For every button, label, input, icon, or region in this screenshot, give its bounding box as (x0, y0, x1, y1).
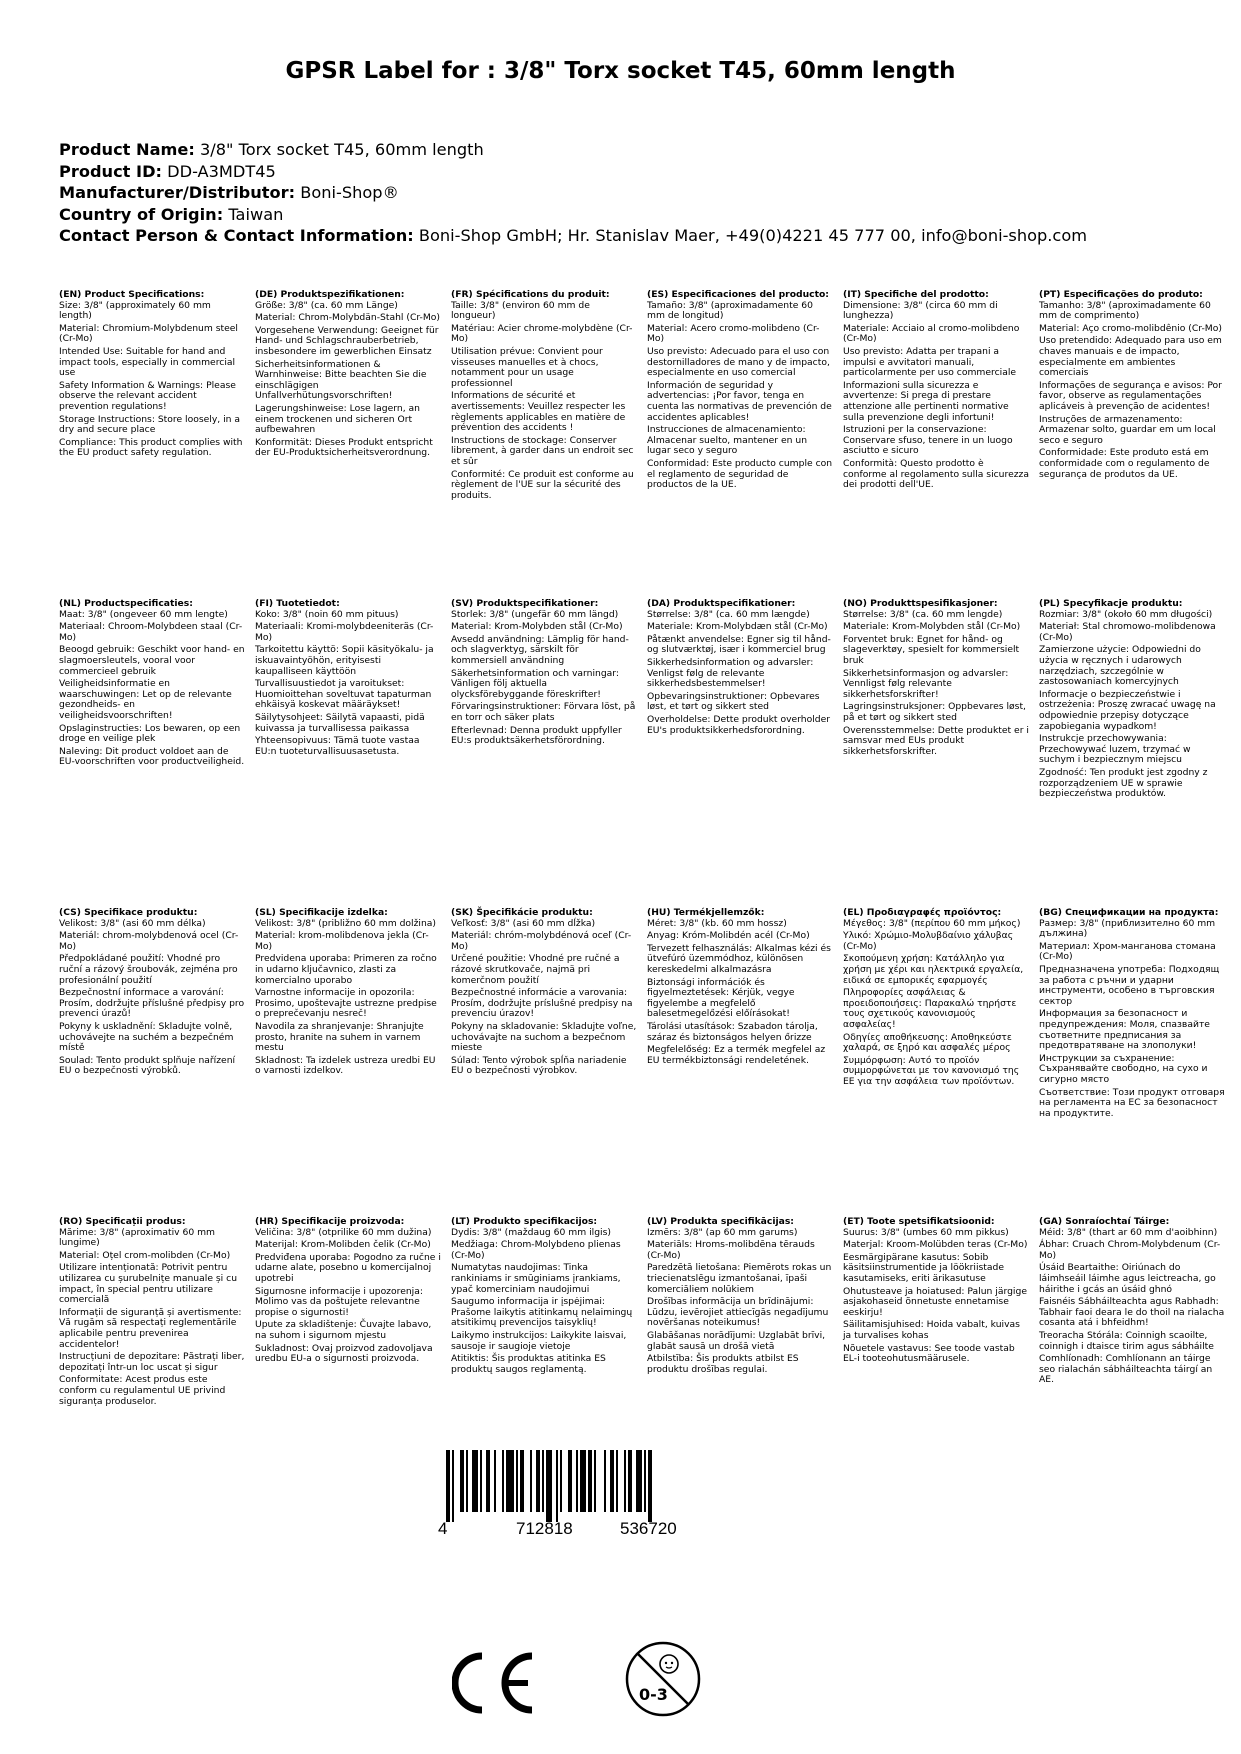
language-block (843, 1217, 1029, 1367)
spec-line: Uso previsto: Adatta per trapani a impulsi e avvitatori manuali, particolarmente per uso commerciale (843, 345, 1017, 379)
info-label: Country of Origin: (59, 204, 224, 224)
spec-line: Utilizare intenționată: Potrivit pentru utilizarea cu șurubelnițe manuale și cu impact, în special pentru utilizare comercială (59, 1262, 238, 1306)
spec-line: Méid: 3/8" (thart ar 60 mm d'aoibhinn) (1039, 1226, 1218, 1238)
spec-line: Varnostne informacije in opozorila: Prosimo, upoštevajte ustrezne predpise o preprečevanju nesreč! (255, 987, 437, 1020)
language-block (647, 290, 833, 493)
language-row (59, 289, 1222, 580)
spec-line: Conformitate: Acest produs este conform cu regulamentul UE privind siguranța produselor. (59, 1374, 226, 1407)
spec-line: Συμμόρφωση: Αυτό το προϊόν συμμορφώνεται με τον κανονισμό της ΕΕ για την ασφάλεια των προϊόντων. (843, 1054, 1020, 1087)
barcode-bar (636, 1450, 642, 1512)
spec-line: Treoracha Stórála: Coinnigh scaoilte, coinnigh i dtaisce tirim agus sábháilte (1039, 1329, 1214, 1352)
spec-line: Materiál: chrom-molybdenová ocel (Cr-Mo) (59, 930, 239, 952)
spec-line: Suurus: 3/8" (umbes 60 mm pikkus) (843, 1226, 1009, 1238)
info-row (59, 139, 1219, 161)
barcode-bar (546, 1450, 552, 1522)
language-heading: (PT) Especificações do produto: (1039, 289, 1203, 300)
spec-line: Istruzioni per la conservazione: Conservare sfuso, tenere in un luogo asciutto e sicuro (843, 424, 1013, 457)
spec-line: Tamanho: 3/8" (aproximadamente 60 mm de comprimento) (1039, 299, 1211, 322)
barcode-bar (446, 1450, 450, 1522)
spec-line: Conformidade: Este produto está em conformidade com o regulamento de segurança de produtos da UE. (1039, 447, 1210, 480)
language-heading: (DA) Produktspecifikationer: (647, 598, 796, 609)
info-value: Taiwan (228, 204, 284, 224)
spec-line: Konformität: Dieses Produkt entspricht der EU-Produktsicherheitsverordnung. (255, 436, 433, 459)
spec-line: Storage Instructions: Store loosely, in a dry and secure place (59, 413, 241, 436)
language-heading: (PL) Specyfikacje produktu: (1039, 598, 1183, 609)
spec-line: Faisnéis Sábháilteachta agus Rabhadh: Tabhair faoi deara le do thoil na rialacha cosanta atá i bhfeidhm! (1039, 1296, 1225, 1329)
barcode-bar (560, 1450, 562, 1512)
barcode-right-digits: 536720 (620, 1519, 677, 1538)
language-heading: (ES) Especificaciones del producto: (647, 289, 829, 300)
language-block (1039, 290, 1225, 482)
spec-line: Materijal: Krom-Molibden čelik (Cr-Mo) (255, 1239, 431, 1251)
spec-line: Sicherheitsinformationen & Warnhinweise: Bitte beachten Sie die einschlägigen Unfallverhütungsvorschriften! (255, 358, 427, 402)
spec-line: Informații de siguranță și avertismente: Vă rugăm să respectați reglementările aplicabile pentru prevenirea accidentelor! (59, 1306, 242, 1350)
language-row (59, 907, 1225, 1198)
spec-line: Megfelelőség: Ez a termék megfelel az EU termékbiztonsági rendeletének. (647, 1044, 826, 1066)
spec-line: Påtænkt anvendelse: Egner sig til hånd- og slutværktøj, især i kommerciel brug (647, 633, 831, 656)
spec-line: Tamaño: 3/8" (aproximadamente 60 mm de longitud) (647, 299, 813, 322)
language-heading: (HU) Termékjellemzők: (647, 907, 765, 918)
spec-line: Bezpečnostné informácie a varovania: Prosím, dodržujte príslušné predpisy na prevenciu úrazov! (451, 987, 633, 1020)
language-heading: (DE) Produktspezifikationen: (255, 289, 405, 300)
spec-line: Material: Chromium-Molybdenum steel (Cr-Mo) (59, 322, 238, 345)
language-block (59, 1217, 245, 1409)
spec-line: Naleving: Dit product voldoet aan de EU-voorschriften voor productveiligheid. (59, 745, 245, 768)
barcode-bar (594, 1450, 596, 1512)
spec-line: Medžiaga: Chrom-Molybdeno plienas (Cr-Mo) (451, 1239, 621, 1261)
spec-line: Efterlevnad: Denna produkt uppfyller EU:s produktsäkerhetsförordning. (451, 724, 622, 747)
barcode-bar (616, 1450, 618, 1512)
language-block (451, 908, 637, 1079)
spec-line: Velikost: 3/8" (približno 60 mm dolžina) (255, 917, 436, 929)
spec-line: Navodila za shranjevanje: Shranjujte prosto, hranite na suhem in varnem mestu (255, 1020, 424, 1054)
language-block (59, 908, 245, 1079)
language-heading: (SL) Specifikacije izdelka: (255, 907, 388, 918)
spec-line: Safety Information & Warnings: Please observe the relevant accident prevention regulations! (59, 379, 236, 412)
spec-line: Material: Chrom-Molybdän-Stahl (Cr-Mo) (255, 312, 441, 324)
spec-line: Skladnost: Ta izdelek ustreza uredbi EU o varnosti izdelkov. (255, 1054, 436, 1077)
language-block (1039, 1217, 1225, 1388)
spec-line: Koko: 3/8" (noin 60 mm pituus) (255, 608, 399, 620)
spec-line: Informações de segurança e avisos: Por favor, observe as regulamentações aplicáveis à prevenção de acidentes! (1039, 379, 1222, 412)
spec-line: Material: Acero cromo-molibdeno (Cr-Mo) (647, 322, 820, 345)
spec-line: Upute za skladištenje: Čuvajte labavo, na suhom i sigurnom mjestu (255, 1319, 432, 1341)
info-value: Boni-Shop GmbH; Hr. Stanislav Maer, +49(0)4221 45 777 00, info@boni-shop.com (418, 226, 1088, 245)
language-heading: (NO) Produkttspesifikasjoner: (843, 598, 998, 609)
age-0-3-warning-icon (624, 1640, 702, 1718)
spec-line: Velikost: 3/8" (asi 60 mm délka) (59, 917, 206, 929)
spec-line: Saugumo informacija ir įspėjimai: Prašome laikytis atitinkamų nelaimingų atsitikimų prevencijos taisyklių! (451, 1296, 633, 1329)
spec-line: Uso pretendido: Adequado para uso em chaves manuais e de impacto, especialmente em ambientes comerciais (1039, 335, 1222, 379)
spec-line: Pokyny na skladovanie: Skladujte voľne, uchovávajte na suchom a bezpečnom mieste (451, 1020, 637, 1054)
spec-line: Forventet bruk: Egnet for hånd- og slageverktøy, spesielt for kommersielt bruk (843, 633, 1020, 666)
language-heading: (CS) Specifikace produktu: (59, 907, 198, 918)
spec-line: Tárolási utasítások: Szabadon tárolja, száraz és biztonságos helyen őrizze (647, 1020, 818, 1043)
language-heading: (GA) Sonraíochtaí Táirge: (1039, 1216, 1170, 1227)
barcode-bar (466, 1450, 468, 1512)
language-block (451, 1217, 637, 1377)
spec-line: Anyag: Króm-Molibdén acél (Cr-Mo) (647, 930, 810, 942)
info-label: Manufacturer/Distributor: (59, 183, 296, 202)
spec-line: Instruções de armazenamento: Armazenar solto, guardar em um local seco e seguro (1039, 413, 1216, 446)
language-block (647, 599, 833, 738)
spec-line: Pokyny k uskladnění: Skladujte volně, uchovávejte na suchém a bezpečném místě (59, 1020, 234, 1054)
barcode-bar (530, 1450, 532, 1512)
barcode-bar (624, 1450, 626, 1512)
spec-line: Maat: 3/8" (ongeveer 60 mm lengte) (59, 608, 228, 620)
language-block (1039, 599, 1225, 802)
barcode-bar (568, 1450, 572, 1512)
spec-line: Laikymo instrukcijos: Laikykite laisvai, sausoje ir saugioje vietoje (451, 1329, 627, 1352)
spec-line: Información de seguridad y advertencias: ¡Por favor, tenga en cuenta las normativas de prevención de accidentes aplicables! (647, 379, 832, 423)
spec-line: Informations de sécurité et avertissements: Veuillez respecter les règlements applicables en matière de prévention des accidents ! (451, 390, 626, 434)
spec-line: Úsáid Beartaithe: Oiriúnach do láimhseáil láimhe agus leictreacha, go háirithe i gcás an úsáid ghnó (1039, 1262, 1216, 1295)
spec-line: Instrucțiuni de depozitare: Păstrați liber, depozitați într-un loc uscat și sigur (59, 1351, 245, 1373)
language-block (843, 599, 1029, 759)
spec-line: Størrelse: 3/8" (ca. 60 mm lengde) (843, 608, 1003, 620)
spec-line: Lagerungshinweise: Lose lagern, an einem trockenen und sicheren Ort aufbewahren (255, 402, 420, 436)
barcode-bar (536, 1450, 540, 1512)
spec-line: Biztonsági információk és figyelmeztetések: Kérjük, vegye figyelembe a megfelelő balesetmegelőzési előírásokat! (647, 976, 795, 1020)
barcode-bar (628, 1450, 632, 1512)
spec-line: Material: Oțel crom-molibden (Cr-Mo) (59, 1249, 231, 1261)
language-block (843, 908, 1029, 1090)
spec-line: Υλικό: Χρώμιο-Μολυβδαίνιο χάλυβας (Cr-Mo) (843, 930, 1014, 952)
spec-line: Säilytysohjeet: Säilytä vapaasti, pidä kuivassa ja turvallisessa paikassa (255, 711, 425, 734)
language-block (647, 908, 833, 1068)
language-heading: (FI) Tuotetiedot: (255, 598, 340, 609)
spec-line: Conformidad: Este producto cumple con el reglamento de seguridad de productos de la UE. (647, 457, 833, 491)
spec-line: Materiał: Stal chromowo-molibdenowa (Cr-Mo) (1039, 621, 1216, 643)
language-heading: (SK) Špecifikácie produktu: (451, 907, 593, 918)
language-heading: (EN) Product Specifications: (59, 289, 205, 300)
spec-line: Instructions de stockage: Conserver librement, à garder dans un endroit sec et sûr (451, 434, 634, 467)
spec-line: Izmērs: 3/8" (ap 60 mm garums) (647, 1226, 798, 1238)
barcode-bar (472, 1450, 478, 1512)
spec-line: Utilisation prévue: Convient pour visseuses manuelles et à chocs, notamment pour un usage professionnel (451, 345, 603, 389)
spec-line: Материал: Хром-манганова стомана (Cr-Mo) (1039, 940, 1216, 963)
spec-line: Materjal: Kroom-Molübden teras (Cr-Mo) (843, 1239, 1028, 1251)
info-value: DD-A3MDT45 (167, 161, 276, 181)
language-heading: (RO) Specificații produs: (59, 1216, 186, 1227)
barcode-bar (580, 1450, 586, 1512)
spec-line: Avsedd användning: Lämplig för hand- och slagverktyg, särskilt för kommersiell användning (451, 633, 629, 666)
barcode-bar (604, 1450, 606, 1512)
spec-line: Информация за безопасност и предупреждения: Моля, спазвайте съответните предписания за предотвратяване на злополуки! (1039, 1008, 1210, 1052)
ce-mark-icon (452, 1652, 536, 1714)
info-row (59, 161, 1219, 183)
spec-line: Πληροφορίες ασφάλειας & προειδοποιήσεις: Παρακαλώ τηρήστε τους σχετικούς κανονισμούς ασφαλείας! (843, 987, 1017, 1030)
barcode-bar (486, 1450, 490, 1512)
spec-line: Material: Aço cromo-molibdênio (Cr-Mo) (1039, 322, 1222, 334)
language-block (59, 599, 245, 770)
barcode-bar (516, 1450, 518, 1512)
barcode-bar (610, 1450, 614, 1512)
info-value: Boni-Shop® (300, 183, 399, 202)
spec-line: Μέγεθος: 3/8" (περίπου 60 mm μήκος) (843, 917, 1021, 929)
spec-line: Opbevaringsinstruktioner: Opbevares løst, et tørt og sikkert sted (647, 690, 820, 713)
spec-line: Zamierzone użycie: Odpowiedni do użycia w ręcznych i udarowych narzędziach, szczególnie w zastosowaniach komercyjnych (1039, 644, 1201, 688)
spec-line: Materiāls: Hroms-molibdēna tērauds (Cr-Mo) (647, 1239, 815, 1261)
spec-line: Matériau: Acier chrome-molybdène (Cr-Mo) (451, 322, 633, 345)
language-block (255, 1217, 441, 1367)
spec-line: Veľkosť: 3/8" (asi 60 mm dĺžka) (451, 917, 596, 929)
spec-line: Dydis: 3/8" (maždaug 60 mm ilgis) (451, 1226, 611, 1238)
spec-line: Určené použitie: Vhodné pre ručné a rázové skrutkovače, najmä pri komerčnom použití (451, 953, 620, 986)
language-heading: (EL) Προδιαγραφές προϊόντος: (843, 907, 1002, 918)
language-heading: (FR) Spécifications du produit: (451, 289, 610, 300)
language-row (59, 599, 1219, 889)
spec-line: Размер: 3/8" (приблизително 60 mm дължина) (1039, 917, 1216, 940)
spec-line: Conformité: Ce produit est conforme au règlement de l'UE sur la sécurité des produits. (451, 468, 634, 501)
spec-line: Beoogd gebruik: Geschikt voor hand- en slagmoersleutels, vooral voor commercieel gebruik (59, 644, 245, 677)
spec-line: Tarkoitettu käyttö: Sopii käsityökalu- ja iskuavaintyöhön, erityisesti kaupalliseen käyttöön (255, 644, 434, 677)
spec-line: Overholdelse: Dette produkt overholder EU's produktsikkerhedsforordning. (647, 713, 831, 736)
spec-line: Předpokládané použití: Vhodné pro ruční a rázový šroubovák, zejména pro profesionální použití (59, 953, 238, 986)
spec-line: Intended Use: Suitable for hand and impact tools, especially in commercial use (59, 345, 236, 379)
language-heading: (LT) Produkto specifikacijos: (451, 1216, 598, 1227)
spec-line: Säilitamisjuhised: Hoida vabalt, kuivas ja turvalises kohas (843, 1319, 1020, 1341)
spec-line: Yhteensopivuus: Tämä tuote vastaa EU:n tuoteturvallisuusasetusta. (255, 735, 420, 757)
info-row (59, 182, 1219, 204)
spec-line: Dimensione: 3/8" (circa 60 mm di lunghezza) (843, 299, 998, 322)
spec-line: Съответствие: Този продукт отговаря на регламента на ЕС за безопасност на продуктите. (1039, 1086, 1225, 1119)
spec-line: Compliance: This product complies with the EU product safety regulation. (59, 436, 243, 459)
spec-line: Rozmiar: 3/8" (około 60 mm długości) (1039, 608, 1213, 620)
spec-line: Materiale: Krom-Molybden stål (Cr-Mo) (843, 621, 1021, 633)
spec-line: Mărime: 3/8" (aproximativ 60 mm lungime) (59, 1226, 215, 1249)
spec-line: Οδηγίες αποθήκευσης: Αποθηκεύστε χαλαρά, σε ξηρό και ασφαλές μέρος (843, 1031, 1012, 1054)
spec-line: Nõuetele vastavus: See toode vastab EL-i tooteohutusmäärusele. (843, 1342, 1015, 1365)
spec-line: Lagringsinstruksjoner: Oppbevares løst, på et tørt og sikkert sted (843, 701, 1026, 723)
barcode-bar (542, 1450, 544, 1512)
age-range-label: 0-3 (639, 1685, 668, 1704)
spec-line: Storlek: 3/8" (ungefär 60 mm längd) (451, 608, 619, 620)
spec-line: Uso previsto: Adecuado para el uso con destornilladores de mano y de impacto, especialmente en uso comercial (647, 345, 830, 379)
language-heading: (ET) Toote spetsifikatsioonid: (843, 1216, 995, 1227)
spec-line: Materiale: Krom-Molybdæn stål (Cr-Mo) (647, 621, 828, 633)
spec-line: Säkerhetsinformation och varningar: Vänligen följ aktuella olycksförebyggande föreskrifter! (451, 667, 620, 700)
spec-line: Veličina: 3/8" (otprilike 60 mm dužina) (255, 1226, 432, 1238)
info-label: Contact Person & Contact Information: (59, 226, 414, 245)
product-info (59, 139, 1219, 247)
spec-line: Size: 3/8" (approximately 60 mm length) (59, 299, 211, 322)
barcode-bar (644, 1450, 646, 1512)
barcode-left-digits: 712818 (516, 1519, 573, 1538)
spec-line: Comhlíonadh: Comhlíonann an táirge seo rialachán sábháilteachta táirgí an AE. (1039, 1353, 1213, 1386)
spec-line: Overensstemmelse: Dette produktet er i samsvar med EUs produkt sikkerhetsforskrifter. (843, 724, 1029, 757)
barcode-bar (502, 1450, 504, 1512)
spec-line: Méret: 3/8" (kb. 60 mm hossz) (647, 917, 787, 929)
barcode-first-digit: 4 (438, 1519, 448, 1538)
barcode-bar (480, 1450, 482, 1512)
spec-line: Materiale: Acciaio al cromo-molibdeno (Cr-Mo) (843, 322, 1020, 345)
spec-line: Materiaali: Kromi-molybdeeniteräs (Cr-Mo) (255, 621, 434, 643)
spec-line: Förvaringsinstruktioner: Förvara löst, på en torr och säker plats (451, 701, 636, 723)
spec-line: Predvidena uporaba: Primeren za ročno in udarno ključavnico, zlasti za komercialno uporabo (255, 953, 437, 986)
language-heading: (SV) Produktspecifikationer: (451, 598, 599, 609)
barcode-bar (460, 1450, 464, 1512)
spec-line: Ábhar: Cruach Chrom-Molybdenum (Cr-Mo) (1039, 1239, 1221, 1261)
spec-line: Drošības informācija un brīdinājumi: Lūdzu, ievērojiet attiecīgās negadījumu novēršanas noteikumus! (647, 1296, 829, 1329)
spec-line: Größe: 3/8" (ca. 60 mm Länge) (255, 299, 398, 311)
spec-line: Σκοπούμενη χρήση: Κατάλληλο για χρήση με χέρι και ηλεκτρικά εργαλεία, ειδικά σε εμπορικές εφαρμογές (843, 953, 1024, 986)
spec-line: Sigurnosne informacije i upozorenja: Molimo vas da poštujete relevantne propise o sigurnosti! (255, 1285, 423, 1318)
barcode-bar (556, 1450, 558, 1522)
spec-line: Инструкции за съхранение: Съхранявайте свободно, на сухо и сигурно място (1039, 1052, 1208, 1085)
barcode-bar (506, 1450, 514, 1512)
spec-line: Instrucciones de almacenamiento: Almacenar suelto, mantener en un lugar seco y seguro (647, 424, 808, 457)
spec-line: Glabāšanas norādījumi: Uzglabāt brīvi, glabāt sausā un drošā vietā (647, 1329, 826, 1352)
spec-line: Atitiktis: Šis produktas atitinka ES produktų saugos reglamentą. (451, 1353, 606, 1375)
barcode-bar (576, 1450, 578, 1512)
spec-line: Størrelse: 3/8" (ca. 60 mm længde) (647, 608, 810, 620)
spec-line: Sikkerhedsinformation og advarsler: Venligst følg de relevante sikkerhedsbestemmelser! (647, 656, 814, 690)
spec-line: Informacje o bezpieczeństwie i ostrzeżenia: Proszę zwracać uwagę na odpowiednie przepisy dotyczące zapobiegania wypadkom! (1039, 688, 1216, 732)
spec-line: Opslaginstructies: Los bewaren, op een droge en veilige plek (59, 722, 241, 745)
info-value: 3/8" Torx socket T45, 60mm length (200, 140, 484, 159)
spec-line: Numatytas naudojimas: Tinka rankiniams ir smūginiams įrankiams, ypač komerciniam naudojimui (451, 1262, 621, 1295)
barcode-bar (648, 1450, 652, 1522)
spec-line: Bezpečnostní informace a varování: Prosím, dodržujte příslušné předpisy pro prevenci úrazů! (59, 987, 245, 1020)
language-heading: (BG) Спецификации на продукта: (1039, 907, 1219, 918)
spec-line: Material: krom-molibdenova jekla (Cr-Mo) (255, 930, 429, 952)
spec-line: Súlad: Tento výrobok spĺňa nariadenie EU o bezpečnosti výrobkov. (451, 1054, 627, 1077)
spec-line: Predviđena uporaba: Pogodno za ručne i udarne alate, posebno u komercijalnoj upotrebi (255, 1251, 441, 1284)
language-block (255, 599, 441, 759)
language-heading: (NL) Productspecificaties: (59, 598, 193, 609)
spec-line: Vorgesehene Verwendung: Geeignet für Hand- und Schlagschrauberbetrieb, insbesondere im gewerblichen Einsatz (255, 324, 439, 357)
info-row (59, 204, 1219, 226)
spec-line: Sukladnost: Ovaj proizvod zadovoljava uredbu EU-a o sigurnosti proizvoda. (255, 1342, 433, 1365)
spec-line: Materiál: chróm-molybdénová oceľ (Cr-Mo) (451, 930, 632, 952)
language-heading: (LV) Produkta specifikācijas: (647, 1216, 794, 1227)
spec-line: Material: Krom-Molybden stål (Cr-Mo) (451, 621, 623, 633)
spec-line: Paredzētā lietošana: Piemērots rokas un triecienatslēgu izmantošanai, īpaši komerciāliem nolūkiem (647, 1262, 832, 1295)
spec-line: Tervezett felhasználás: Alkalmas kézi és ütvefúró üzemmódhoz, különösen kereskedelmi alkalmazásra (647, 942, 831, 975)
spec-line: Conformità: Questo prodotto è conforme al regolamento sulla sicurezza dei prodotti dell'UE. (843, 457, 1030, 491)
spec-line: Materiaal: Chroom-Molybdeen staal (Cr-Mo) (59, 621, 243, 643)
barcode-bar (520, 1450, 524, 1512)
language-heading: (HR) Specifikacije proizvoda: (255, 1216, 405, 1227)
spec-line: Turvallisuustiedot ja varoitukset: Huomioittehan soveltuvat tapaturman ehkäisyä koskevat määräykset! (255, 678, 432, 711)
spec-line: Taille: 3/8" (environ 60 mm de longueur) (451, 299, 590, 322)
ean-barcode (434, 1450, 744, 1540)
language-block (1039, 908, 1225, 1121)
info-label: Product ID: (59, 161, 162, 181)
language-block (255, 908, 441, 1079)
language-block (451, 290, 637, 503)
language-block (59, 290, 245, 461)
spec-line: Eesmärgipärane kasutus: Sobib käsitsiinstrumentide ja löökriistade kasutamiseks, eriti ärikasutuse (843, 1251, 1005, 1284)
barcode-bar (494, 1450, 496, 1512)
info-label: Product Name: (59, 140, 195, 159)
info-row (59, 225, 1219, 247)
language-block (451, 599, 637, 749)
spec-line: Sikkerhetsinformasjon og advarsler: Vennligst følg relevante sikkerhetsforskrifter! (843, 667, 1009, 700)
spec-line: Soulad: Tento produkt splňuje nařízení EU o bezpečnosti výrobků. (59, 1054, 236, 1077)
spec-line: Instrukcje przechowywania: Przechowywać luzem, trzymać w suchym i bezpiecznym miejscu (1039, 733, 1191, 766)
barcode-bar (452, 1450, 454, 1522)
spec-line: Veiligheidsinformatie en waarschuwingen: Let op de relevante gezondheids- en veiligheidsvoorschriften! (59, 678, 232, 721)
language-heading: (IT) Specifiche del prodotto: (843, 289, 989, 300)
barcode-bar (588, 1450, 592, 1512)
spec-line: Ohutusteave ja hoiatused: Palun järgige asjakohaseid õnnetuste ennetamise eeskirju! (843, 1285, 1027, 1318)
spec-line: Atbilstība: Šis produkts atbilst ES produktu drošības regulai. (647, 1353, 799, 1375)
spec-line: Zgodność: Ten produkt jest zgodny z rozporządzeniem UE w sprawie bezpieczeństwa produktów. (1039, 766, 1208, 800)
language-block (647, 1217, 833, 1377)
page-title: GPSR Label for : 3/8" Torx socket T45, 60mm length (285, 58, 956, 84)
language-block (843, 290, 1029, 493)
spec-line: Предназначена употреба: Подходящ за работа с ръчни и ударни инструменти, особено в търговския сектор (1039, 963, 1220, 1007)
spec-line: Informazioni sulla sicurezza e avvertenze: Si prega di prestare attenzione alle pertinenti normative sulla prevenzione degli infortuni! (843, 379, 1009, 423)
language-block (255, 290, 441, 461)
